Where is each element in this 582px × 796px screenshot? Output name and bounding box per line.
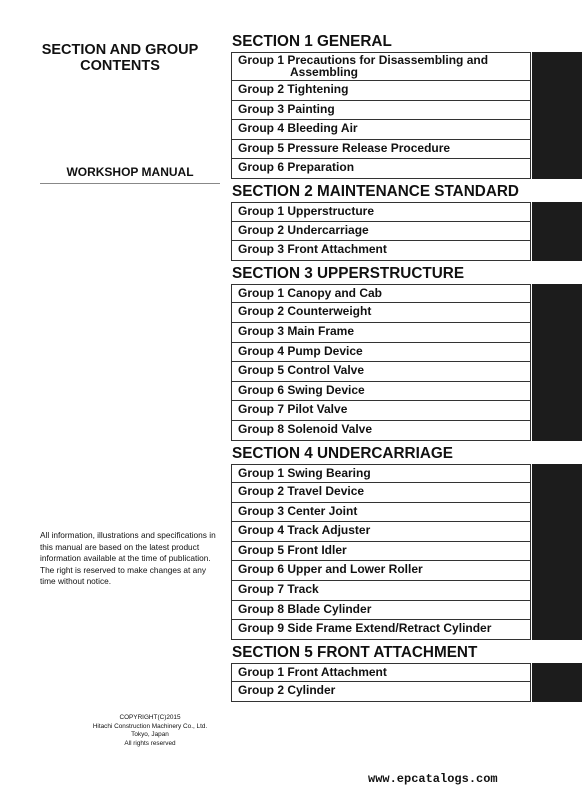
section-index bbox=[231, 32, 582, 702]
disclaimer-text: All information, illustrations and specifications in this manual are based on the latest product information available at the time of publication. The right is reserved to make changes at any time without notice. bbox=[40, 530, 216, 586]
section-tab[interactable] bbox=[532, 663, 582, 702]
group-item[interactable]: Group 5 Front Idler bbox=[231, 542, 531, 562]
section-tab[interactable] bbox=[532, 202, 582, 261]
group-item[interactable]: Group 3 Center Joint bbox=[231, 503, 531, 523]
group-label-continued: Assembling bbox=[290, 65, 359, 79]
group-item[interactable]: Group 1 Canopy and Cab bbox=[231, 284, 531, 304]
copyright-line: All rights reserved bbox=[124, 739, 176, 747]
group-item[interactable]: Group 7 Track bbox=[231, 581, 531, 601]
section-title: SECTION 5 FRONT ATTACHMENT bbox=[232, 643, 478, 661]
group-item[interactable]: Group 2 Tightening bbox=[231, 81, 531, 101]
group-item[interactable]: Group 2 Travel Device bbox=[231, 483, 531, 503]
divider bbox=[40, 183, 220, 184]
section-tab[interactable] bbox=[532, 284, 582, 441]
copyright-line: Hitachi Construction Machinery Co., Ltd. bbox=[92, 722, 208, 730]
group-list bbox=[231, 464, 582, 640]
contents-title: SECTION AND GROUP CONTENTS bbox=[41, 42, 199, 74]
group-item[interactable]: Group 5 Control Valve bbox=[231, 362, 531, 382]
group-item[interactable]: Group 6 Swing Device bbox=[231, 382, 531, 402]
group-item[interactable]: Group 4 Bleeding Air bbox=[231, 120, 531, 140]
group-item[interactable]: Group 3 Front Attachment bbox=[231, 241, 531, 261]
group-label: Group 1 Precautions for Disassembling and bbox=[238, 53, 489, 67]
group-item[interactable]: Group 6 Upper and Lower Roller bbox=[231, 561, 531, 581]
group-list bbox=[231, 663, 582, 702]
group-item[interactable]: Group 3 Main Frame bbox=[231, 323, 531, 343]
section-title: SECTION 1 GENERAL bbox=[232, 33, 392, 50]
group-item[interactable]: Group 8 Blade Cylinder bbox=[231, 601, 531, 621]
group-list bbox=[231, 202, 582, 261]
group-item[interactable]: Group 4 Track Adjuster bbox=[231, 522, 531, 542]
copyright-line: Tokyo, Japan bbox=[131, 731, 169, 738]
group-list bbox=[231, 52, 582, 179]
section-title: SECTION 3 UPPERSTRUCTURE bbox=[232, 264, 465, 282]
group-item[interactable]: Group 9 Side Frame Extend/Retract Cylinder bbox=[231, 620, 531, 640]
section-title: SECTION 2 MAINTENANCE STANDARD bbox=[232, 182, 519, 200]
section-tab[interactable] bbox=[532, 464, 582, 640]
group-item[interactable]: Group 5 Pressure Release Procedure bbox=[231, 140, 531, 160]
copyright-line: COPYRIGHT(C)2015 bbox=[119, 714, 181, 721]
group-item[interactable]: Group 8 Solenoid Valve bbox=[231, 421, 531, 441]
section-tab[interactable] bbox=[532, 52, 582, 179]
group-item[interactable] bbox=[231, 52, 531, 81]
group-item[interactable]: Group 2 Cylinder bbox=[231, 682, 531, 702]
group-item[interactable]: Group 1 Swing Bearing bbox=[231, 464, 531, 484]
group-item[interactable]: Group 2 Counterweight bbox=[231, 303, 531, 323]
group-item[interactable]: Group 3 Painting bbox=[231, 101, 531, 121]
section-title: SECTION 4 UNDERCARRIAGE bbox=[232, 444, 453, 462]
group-item[interactable]: Group 7 Pilot Valve bbox=[231, 401, 531, 421]
copyright-block bbox=[90, 714, 210, 748]
group-list bbox=[231, 284, 582, 441]
group-item[interactable]: Group 4 Pump Device bbox=[231, 343, 531, 363]
website-watermark: www.epcatalogs.com bbox=[368, 772, 498, 786]
group-item[interactable]: Group 1 Upperstructure bbox=[231, 202, 531, 222]
group-item[interactable]: Group 6 Preparation bbox=[231, 159, 531, 179]
group-item[interactable]: Group 1 Front Attachment bbox=[231, 663, 531, 683]
group-item[interactable]: Group 2 Undercarriage bbox=[231, 222, 531, 242]
workshop-manual-label: WORKSHOP MANUAL bbox=[66, 165, 194, 179]
